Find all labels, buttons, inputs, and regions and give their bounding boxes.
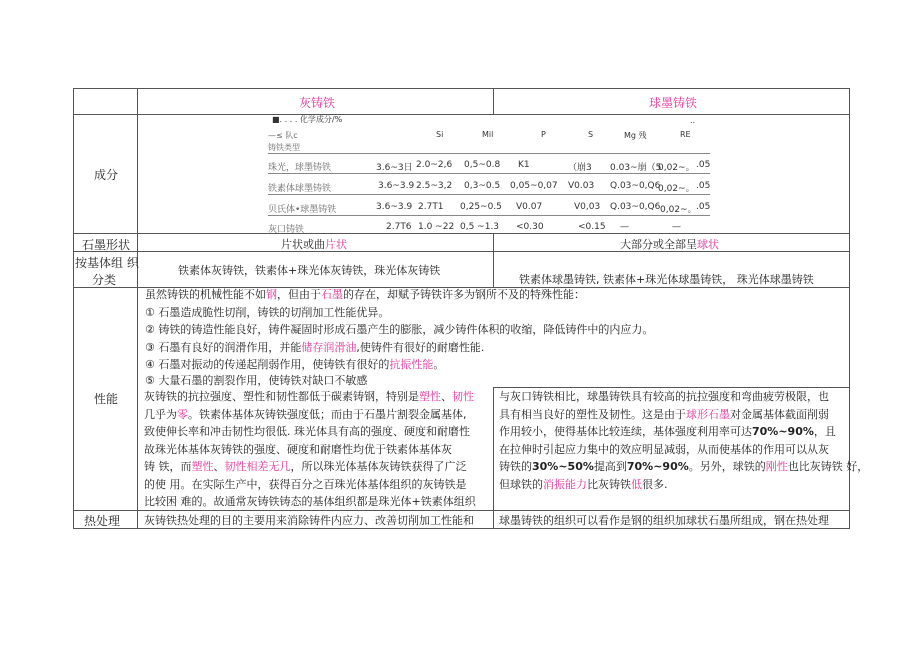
header-bottom-border [73,114,850,115]
composition-row-name: 珠光，球墨铸铁 [268,163,332,173]
label-column-border [137,88,138,529]
label-performance: 性能 [94,392,119,406]
composition-cell: （崩3 [568,163,592,173]
composition-header-rule [268,153,710,154]
header-ductile-iron: 球墨铸铁 [649,96,698,110]
composition-cell: .05 [696,181,711,191]
graphite-bottom-border [73,251,850,252]
composition-title: ■. . . . 化学成分/% [272,115,343,124]
heat-treatment-ductile-iron: 球墨铸铁的组织可以看作是钢的组织加球状石墨所组成，钢在热处理 [499,514,829,527]
graphite-mid-border [493,233,494,288]
composition-cell: 2.0~2,6 [416,160,453,170]
composition-cell: <0.15 [578,222,606,232]
gray-line: 比较困 难的。故通常灰铸铁铸态的基体组织都是珠光体+铁素体组织 [144,495,476,508]
composition-cell: K1 [518,160,530,170]
graphite-gray-iron [281,236,347,252]
table-bottom-border [73,528,850,529]
performance-item: ③ 石墨有良好的润滑作用，并能储存润滑油,使铸件有很好的耐磨性能. [145,340,485,354]
composition-row-rule [268,215,710,216]
gray-line: 故珠光体基体灰铸铁的强度、硬度和耐磨性均优于铁素体基体灰 [144,442,452,456]
performance-intro: 虽然铸铁的机械性能不如钢，但由于石墨的存在，却赋予铸铁许多为钢所不及的特殊性能： [145,288,585,301]
composition-col-mg: Mg 残 [624,131,647,140]
graphite-gray-text: 片状或曲 [281,238,325,251]
composition-cell: Q.03~0,Q6 [610,181,661,191]
performance-item: ① 石墨造成脆性切削，铸铁的切削加工性能优异。 [145,305,390,319]
header-gray-iron: 灰铸铁 [299,96,336,110]
label-classification-line1: 按基体组 织 [75,256,139,270]
composition-row-name: 铁素体球墨铸铁 [268,184,332,194]
performance-general [145,286,845,388]
composition-cell: 0,5 ~1.3 [460,222,500,232]
composition-cell: 0,05~0,07 [510,181,558,191]
composition-dot: .. [690,116,696,125]
composition-cell: 2.7T1 [418,202,444,212]
composition-cell: V0.03 [568,181,595,191]
composition-cell: — [672,222,681,232]
composition-cell: 0,02~。 [658,163,695,173]
classification-gray-iron: 铁素体灰铸铁，铁素体+珠光体灰铸铁，珠光体灰铸铁 [178,264,441,277]
composition-cell: 0.03~崩（5 [610,163,662,173]
composition-cell: 3.6~3日 [376,163,413,173]
gray-line: 的使 用。在实际生产中，获得百分之百珠光体基体组织的灰铸铁是 [144,477,467,491]
graphite-ductile-text: 大部分或全部呈 [620,238,697,251]
classification-ductile-iron: 铁素体球墨铸铁, 铁素体+珠光体球墨铸铁， 珠光体球墨铸铁 [519,273,814,286]
gray-line: 致使伸长率和冲击韧性均很低. 珠光体具有高的强度、硬度和耐磨性 [144,425,470,438]
composition-col-s: S [588,130,594,139]
performance-item: ④ 石墨对振动的传递起削弱作用，使铸铁有很好的抗振性能。 [145,358,445,371]
composition-cell: 2.7T6 [386,222,412,232]
ductile-line: 铸铁的30%~50%提高到70%~90%。另外，球铁的刚性也比灰铸铁 好， [499,460,869,473]
composition-cell: — [620,222,629,232]
composition-cell: 3.6~3.9 [378,181,415,191]
heat-treatment-gray-iron: 灰铸铁热处理的目的主要用来消除铸件内应力、改善切削加工性能和 [144,514,474,527]
composition-cell: 0,02~。 [658,184,695,194]
performance-item: ② 铸铁的铸造性能良好，铸件凝固时形成石墨产生的膨胀，减少铸件体积的收缩，降低铸件中的内应力。 [145,323,654,336]
composition-type-label: 铸铁类型 [268,143,300,152]
composition-col-re: RE [680,130,691,139]
composition-cell: Q.03~0,Q6 [610,202,661,212]
ductile-line: 作用较小，使得基体比较连续，基体强度利用率可达70%~90%，且 [499,425,836,438]
composition-cell: 0,5~0.8 [464,160,501,170]
composition-row-name: 贝氏体•球墨铸铁 [268,205,337,215]
composition-cell: 0,3~0.5 [464,181,501,191]
composition-cell: 1.0 ~22 [418,222,455,232]
graphite-ductile-iron [620,236,719,252]
composition-col-p: P [541,130,546,139]
performance-ductile-iron [499,388,869,510]
ductile-line: 具有相当良好的塑性及韧性。这是由于球形石墨对金属基体截面削弱 [499,407,829,421]
composition-cell: <0.30 [516,222,544,232]
composition-cell: V0,03 [574,202,601,212]
composition-cell: .05 [696,160,711,170]
gray-line: 灰铸铁的抗拉强度、塑性和韧性都低于碳素铸钢，特别是塑性、韧性 [144,390,474,403]
composition-cell: 2.5~3,2 [416,181,453,191]
label-graphite-shape: 石墨形状 [82,238,131,252]
composition-col-mn: Mil [482,130,494,139]
label-composition: 成分 [94,168,119,182]
composition-cell: 0,25~0.5 [460,202,502,212]
table-top-border [73,88,850,89]
composition-row-rule [268,173,710,174]
composition-cell: 3.6~3.9 [376,202,413,212]
graphite-gray-highlight: 片状 [325,238,347,251]
composition-col-si: Si [436,130,444,139]
ductile-line: 与灰口铸铁相比，球墨铸铁具有较高的抗拉强度和弯曲疲劳极限，也 [499,390,829,403]
composition-cell: 0,02~。 [660,205,697,215]
graphite-ductile-highlight: 球状 [697,238,719,251]
label-heat-treatment: 热处理 [84,514,121,528]
composition-cell: .05 [696,202,711,212]
composition-bottom-border [73,233,850,234]
composition-row-name: 灰口铸铁 [268,225,305,235]
table-left-border [73,88,74,529]
label-classification-line2: 分类 [92,273,117,287]
ductile-line: 在拉伸时引起应力集中的效应明显减弱，从而使基体的作用可以从灰 [499,442,829,456]
composition-corner: —≤ 队c [268,131,298,140]
composition-cell: V0.07 [516,202,543,212]
perf-mid-border [493,387,494,529]
gray-line: 几乎为零。铁素体基体灰铸铁强度低；而由于石墨片割裂金属基体, [144,407,467,421]
performance-item: ⑤ 大量石墨的割裂作用，使铸铁对缺口不敏感 [145,373,368,387]
performance-gray-iron [144,388,492,510]
header-mid-border [493,88,494,115]
ductile-line: 但球铁的消振能力比灰铸铁低很多. [499,477,668,491]
composition-row-rule [268,194,710,195]
gray-line: 铸 铁，而塑性、韧性相差无几，所以珠光体基体灰铸铁获得了广泛 [144,460,467,473]
